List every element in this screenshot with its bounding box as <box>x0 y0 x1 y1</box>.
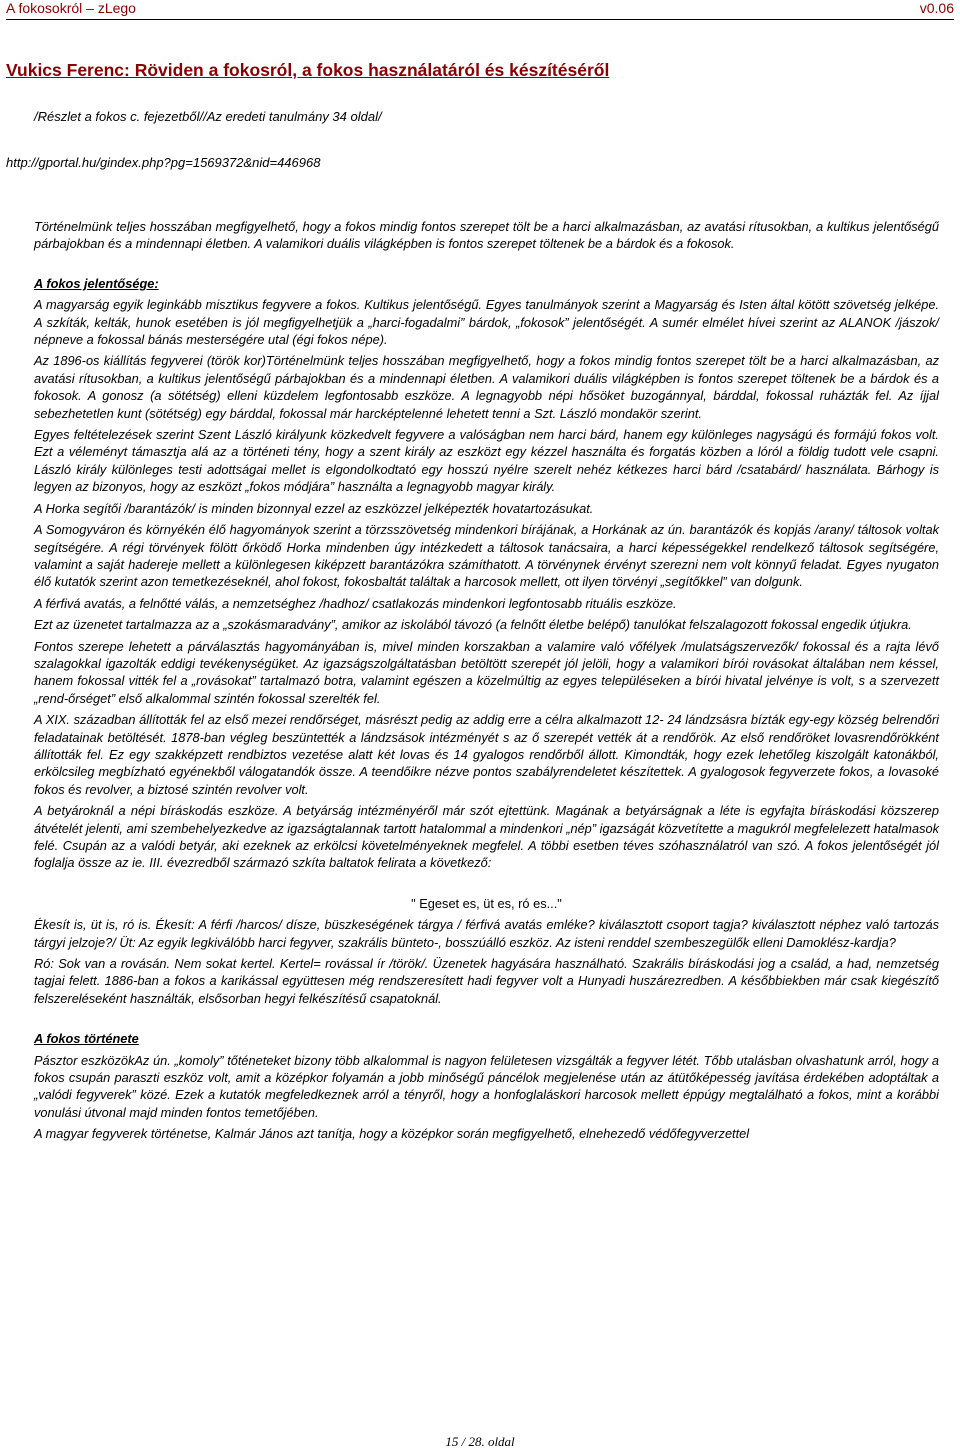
intro-paragraph: Történelmünk teljes hosszában megfigyelhető, hogy a fokos mindig fontos szerepet tölt be a harci alkalmazásban, az avatási rítusokban, a kultikus jelentőségű párbajokban és a mindennapi életben. A valamikori duális világképben is fontos szerepet töltenek be a bárdok és a fokosok. <box>34 219 939 252</box>
paragraph: Egyes feltételezések szerint Szent László királyunk közkedvelt fegyvere a valóságban nem harci bárd, hanem egy különleges nagyságú és formájú fokos volt. Ezt a véleményt támasztja alá az a történeti tény, hogy a szent király az eszközt egy kézzel használta és forgatás közben a lóról a földig tudott vele csapni. László király különleges testi adottságai mellet is elgondolkodtató egy hosszú nyélre szerelt nehéz kétkezes harci bárd /csatabárd/ használata. Bárhogy is legyen az bizonyos, hogy az eszközt „fokos módjára” használta a legnagyobb magyar király. <box>34 427 939 495</box>
header-version: v0.06 <box>919 0 954 16</box>
paragraph: Pásztor eszközökAz ún. „komoly” tőténeteket bizony több alkalommal is nagyon felületesen vizsgálták a fegyver létét. Tőbb utalásban olvashatunk arról, hogy a fokos csupán paraszti eszköz volt, amit a középkor folyamán a jobb minőségű páncélok megjelenése után az átütőképesség javítása érdekében adoptáltak a „valódi fegyverek” közé. Ezek a kutatók megfeledkeznek arról a tényről, hogy a honfoglaláskori harcosok mellett éppúgy megtalálható a fokos, mint a korábbi vonulási útvonal majd minden fontos temetőjében. <box>34 1052 939 1120</box>
inscription-quote: " Egeset es, üt es, ró es..." <box>411 895 562 911</box>
page-title: Vukics Ferenc: Röviden a fokosról, a fokos használatáról és készítéséről <box>6 60 610 80</box>
page-number: 15 / 28. oldal <box>445 1434 515 1449</box>
running-header <box>6 0 954 18</box>
paragraph: A XIX. században állították fel az első mezei rendőrséget, másrészt pedig az addig erre a célra alkalmazott 12- 24 lándzsásra bízták egy-egy község belrendőri feladatainak betöltését. 1878-ban végleg beszüntették a lándzsások intézményét s az ő szerepét vették át a rendőrök. Az első rendőröket lovasrendőrökként állították fel. Ez egy szakképzett rendbiztos vezetése alatt két lovas és 14 gyalogos rendőrből állott. Kimondták, hogy ezek lehetőleg kiszolgált katonákból, erkölcsileg megbízható egyénekből válogatandók össze. A teendőikre nézve pontos szabályrendeletet készítettek. A gyalogosok fegyverzete fokos, a lovasoké fokos és revolver, a biztosé szintén revolver volt. <box>34 712 939 797</box>
header-divider <box>6 19 954 20</box>
paragraph: Az 1896-os kiállítás fegyverei (török kor)Történelmünk teljes hosszában megfigyelhető, hogy a fokos mindig fontos szerepet tölt be a harci alkalmazásban, az avatási rítusokban, a kultikus jelentőségű párbajokban és a mindennapi életben. A valamikori duális világképben is fontos szerepet töltenek be a bárdok és a fokosok. A gonosz (a sötétség) elleni küzdelem legfontosabb eszköze. A legnagyobb népi hősöket buzogánnyal, bárddal, fokossal ruházták fel. Az íjjal sebezhetetlen kunt (sötétség) egy bárddal, fokossal már harcképtelenné lehetett tenni a Szt. László mondakör szerint. <box>34 353 939 421</box>
section-heading-significance: A fokos jelentősége: <box>34 275 159 291</box>
paragraph: A férfivá avatás, a felnőtté válás, a nemzetséghez /hadhoz/ csatlakozás mindenkori legfontosabb rituális eszköze. <box>34 595 677 611</box>
paragraph: Ró: Sok van a rovásán. Nem sokat kertel. Kertel= rovással ír /török/. Üzenetek hagyására használható. Szakrális bíráskodási jog a család, a had, nemzetség tagjai felett. 1886-ban a fokos a karikással együttesen még rendszeresített hadi fegyver volt a Hunyadi huszárezredben. A későbbiekben már csak kiegészítő felszereléseként használták, elsősorban hegyi felkészítésű csapatoknál. <box>34 956 939 1006</box>
paragraph: A betyároknál a népi bíráskodás eszköze. A betyárság intézményéről már szót ejtettünk. Magának a betyárságnak a léte is egyfajta bíráskodási közszerep átvételét jelenti, ami szembehelyezkedve az igazságtalannak tartott hatalommal a mindenkori „nép” igazságát közvetítette a magukról megfelelezett hatalmasok felé. Csupán az a valódi betyár, aki ezeknek az erkölcsi követelményeknek megfelel. A többi esetben téves szóhasználatról van szó. A fokos jelentőségét jól foglalja össze az ie. III. évezredből származó szkíta baltatok felirata a következő: <box>34 803 939 871</box>
section-heading-history: A fokos története <box>34 1031 139 1047</box>
paragraph: Fontos szerepe lehetett a párválasztás hagyományában is, mivel minden korszakban a valamire való vőfélyek /mulatságszervezők/ fokossal és a rajta lévő szalagokkal igazolták eddigi tevékenységüket. Az igazságszolgáltatásban betöltött szerepét jól jelöli, hogy a valamikori bírói rovásokat általában nem késsel, hanem fokossal vitték fel a „rovásokat” tartalmazó botra, valamint egészen a közelmúltig az egyes településeken a bírói hivatal jelvénye is volt, s a szervezett „rend-őrséget” első alkalommal szintén fokossal szerelték fel. <box>34 638 939 706</box>
header-left: A fokosokról – zLego <box>6 0 136 16</box>
paragraph: Ezt az üzenetet tartalmazza az a „szokásmaradvány”, amikor az iskolából távozó (a felnőtt életbe belépő) tanulókat felszalagozott fokossal engedik útjukra. <box>34 617 912 633</box>
paragraph: A magyarság egyik leginkább misztikus fegyvere a fokos. Kultikus jelentőségű. Egyes tanulmányok szerint a Magyarság és Isten által kötött szövetség jelképe. A szkíták, kelták, hunok esetében is jól megfigyelhetjük a „harci-fogadalmi” bárdok, „fokosok” jelentőségét. A sumér elmélet hívei szerint az ALANOK /jászok/ népneve a fokossal bánás mesterségére utal (égi fokos népe). <box>34 297 939 348</box>
paragraph: A Horka segítői /barantázók/ is minden bizonnyal ezzel az eszközzel jelképezték hovatartozásukat. <box>34 500 594 516</box>
main-text <box>34 218 939 1147</box>
source-link[interactable]: http://gportal.hu/gindex.php?pg=1569372&nid=446968 <box>6 155 321 170</box>
paragraph: Ékesít is, üt is, ró is. Ékesít: A férfi /harcos/ dísze, büszkeségének tárgya / férfivá avatás emléke? kiválasztott csoport tagja? kiválasztott néphez való tartozás tárgyi jelzoje?/ Üt: Az egyik legkiválóbb harci fegyver, szakrális bünteto-, bosszúálló eszköz. Az isteni renddel szembeszegülők elleni Damoklész-kardja? <box>34 917 939 950</box>
paragraph: A Somogyváron és környékén élő hagyományok szerint a törzsszövetség mindenkori bírájának, a Horkának az ún. barantázók és kopjás /arany/ táltosok voltak segítségére. A régi törvények fölött őrködő Horka mindenben úgy intézkedett a táltosok tanácsaira, a harci képességekkel rendelkező táltosok segítségére, valamint a saját hadereje mellett a különlegesen kiképzett barantázókra számíthatott. A törvénynek érvényt szerezni nem volt könnyű feladat. Egyes nyugaton élő kutatók szerint azon temetkezéseknél, ahol fokost, fokosbaltát találtak a harcosok mellett, ott ilyen törvényi „segítőkkel” van dolgunk. <box>34 522 939 590</box>
paragraph: A magyar fegyverek történetse, Kalmár János azt tanítja, hogy a középkor során megfigyelhető, elnehezedő védőfegyverzettel <box>34 1126 750 1142</box>
subtitle: /Részlet a fokos c. fejezetből//Az eredeti tanulmány 34 oldal/ <box>34 109 382 124</box>
